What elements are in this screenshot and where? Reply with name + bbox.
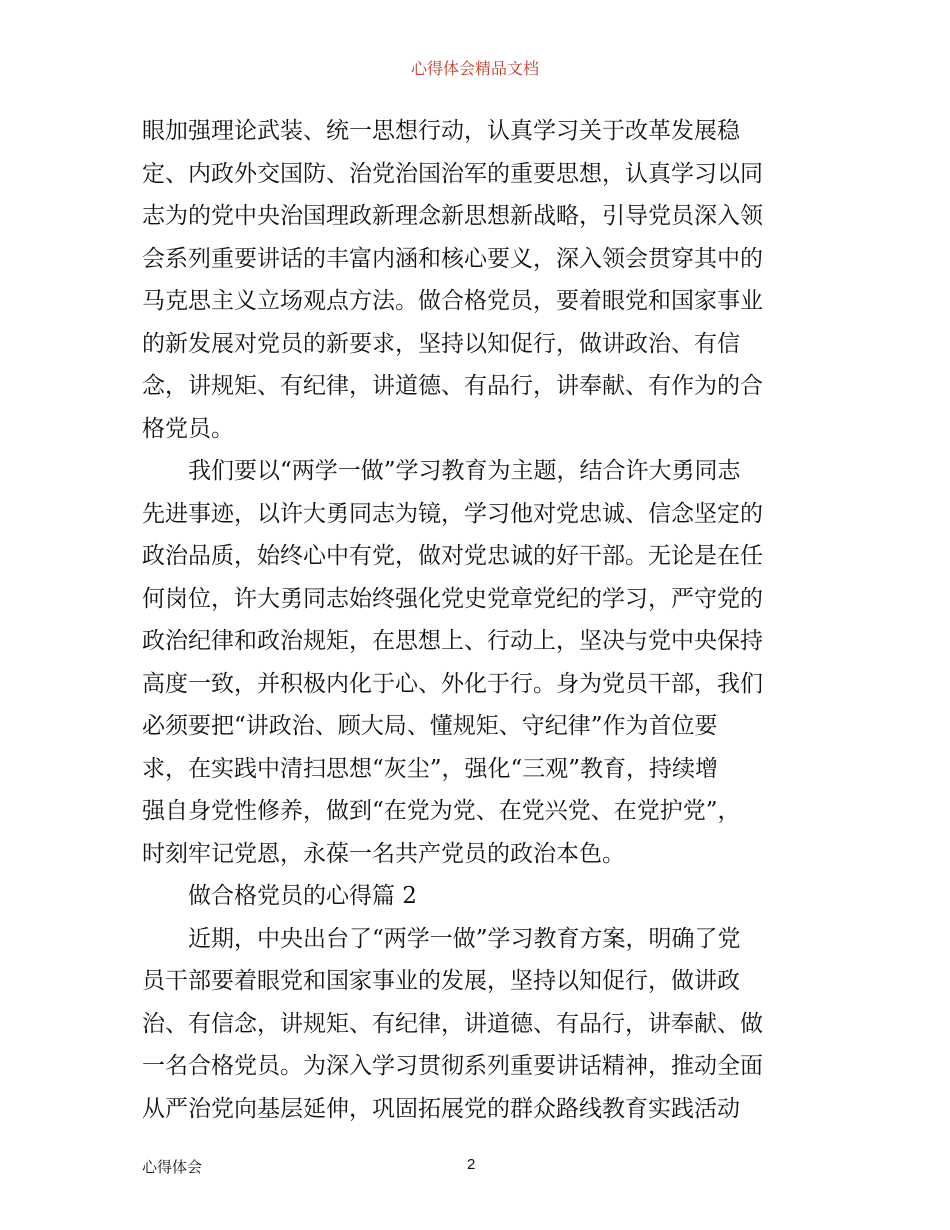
text-line: 会系列重要讲话的丰富内涵和核心要义，深入领会贯穿其中的	[142, 245, 763, 272]
text-line: 强自身党性修养，做到“在党为党、在党兴党、在党护党”，	[142, 798, 741, 824]
paragraph-start-line: 我们要以“两学一做”学习教育为主题，结合许大勇同志	[188, 458, 741, 484]
text-line: 高度一致，并积极内化于心、外化于行。身为党员干部，我们	[142, 670, 763, 697]
text-line: 先进事迹，以许大勇同志为镜，学习他对党忠诚、信念坚定的	[142, 500, 763, 527]
text-line: 一名合格党员。为深入学习贯彻系列重要讲话精神，推动全面	[142, 1053, 763, 1079]
text-line: 求，在实践中清扫思想“灰尘”，强化“三观”教育，持续增	[142, 755, 719, 782]
page-number: 2	[467, 1156, 476, 1173]
text-line: 何岗位，许大勇同志始终强化党史党章党纪的学习，严守党的	[142, 585, 763, 612]
paragraph-start-line: 近期，中央出台了“两学一做”学习教育方案，明确了党	[188, 925, 741, 952]
text-line: 治、有信念，讲规矩、有纪律，讲道德、有品行，讲奉献、做	[142, 1010, 763, 1037]
text-line: 政治品质，始终心中有党，做对党忠诚的好干部。无论是在任	[142, 543, 763, 569]
text-line: 志为的党中央治国理政新理念新思想新战略，引导党员深入领	[142, 203, 763, 229]
text-line: 政治纪律和政治规矩，在思想上、行动上，坚决与党中央保持	[142, 628, 763, 654]
footer-label: 心得体会	[142, 1158, 203, 1176]
text-line: 的新发展对党员的新要求，坚持以知促行，做讲政治、有信	[142, 330, 740, 357]
text-line: 必须要把“讲政治、顾大局、懂规矩、守纪律”作为首位要	[142, 713, 718, 739]
text-line: 马克思主义立场观点方法。做合格党员，要着眼党和国家事业	[142, 288, 763, 314]
body-text	[142, 110, 822, 1130]
text-line: 眼加强理论武装、统一思想行动，认真学习关于改革发展稳	[142, 118, 740, 144]
text-line: 员干部要着眼党和国家事业的发展，坚持以知促行，做讲政	[142, 968, 740, 994]
header-title: 心得体会精品文档	[410, 59, 539, 78]
text-line: 格党员。	[142, 415, 234, 442]
section-heading: 做合格党员的心得篇 2	[188, 883, 417, 909]
text-line: 念，讲规矩、有纪律，讲道德、有品行，讲奉献、有作为的合	[142, 373, 763, 399]
text-line: 从严治党向基层延伸，巩固拓展党的群众路线教育实践活动	[142, 1095, 740, 1122]
text-line: 定、内政外交国防、治党治国治军的重要思想，认真学习以同	[142, 160, 763, 187]
text-line: 时刻牢记党恩，永葆一名共产党员的政治本色。	[142, 840, 625, 867]
